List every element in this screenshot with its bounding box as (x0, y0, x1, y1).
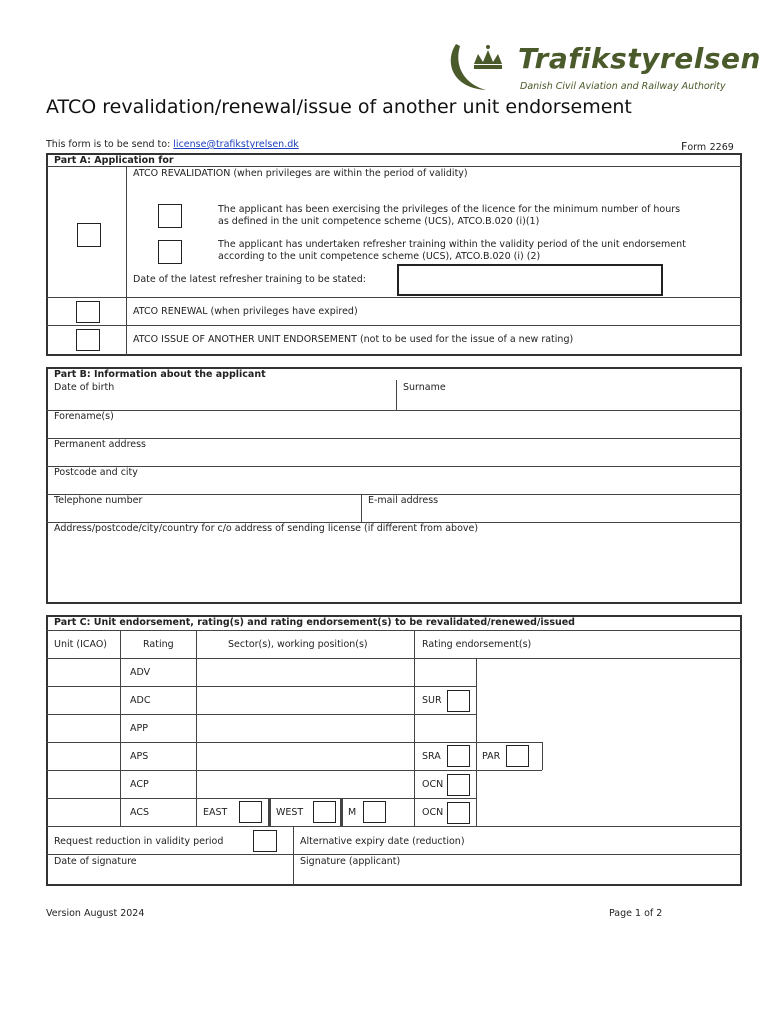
rating-adc: ADC (130, 695, 151, 706)
col-rating-header: Rating (143, 639, 174, 650)
revalidation-checkbox[interactable] (77, 223, 101, 247)
request-reduction-label: Request reduction in validity period (54, 836, 224, 847)
footer-version: Version August 2024 (46, 908, 145, 919)
col-endorsement-header: Rating endorsement(s) (422, 639, 532, 650)
logo (446, 40, 761, 95)
part-a-header: Part A: Application for (54, 155, 174, 166)
phone-field[interactable]: Telephone number (54, 495, 143, 506)
dob-field[interactable]: Date of birth (54, 382, 115, 393)
sra-checkbox[interactable] (447, 745, 470, 767)
postcode-field[interactable]: Postcode and city (54, 467, 138, 478)
page-title: ATCO revalidation/renewal/issue of another unit endorsement (46, 96, 632, 118)
option-hours-line2: as defined in the unit competence scheme (UCS), ATCO.B.020 (i)(1) (218, 216, 540, 227)
part-b-section (46, 367, 742, 604)
east-label: EAST (203, 807, 228, 818)
date-signature-field[interactable]: Date of signature (54, 856, 137, 867)
crown-emblem-icon (446, 40, 521, 95)
address-field[interactable]: Permanent address (54, 439, 147, 450)
col-unit-header: Unit (ICAO) (54, 639, 108, 650)
forenames-field[interactable]: Forename(s) (54, 411, 114, 422)
rating-acs: ACS (130, 807, 149, 818)
send-to-label: This form is to be send to: (46, 139, 171, 150)
alt-expiry-field[interactable]: Alternative expiry date (reduction) (300, 836, 465, 847)
rating-acp: ACP (130, 779, 149, 790)
par-label: PAR (482, 751, 501, 762)
co-address-field[interactable]: Address/postcode/city/country for c/o address of sending license (if different from above) (54, 523, 479, 534)
part-c-header: Part C: Unit endorsement, rating(s) and rating endorsement(s) to be revalidated/renewed/issued (54, 617, 575, 628)
brand-subtitle: Danish Civil Aviation and Railway Authority (520, 81, 726, 92)
send-to-line (46, 139, 299, 150)
rating-app: APP (130, 723, 148, 734)
west-checkbox[interactable] (313, 801, 336, 823)
sur-checkbox[interactable] (447, 690, 470, 712)
email-field[interactable]: E-mail address (368, 495, 439, 506)
option-hours-line1: The applicant has been exercising the privileges of the licence for the minimum number of hours (218, 204, 681, 215)
form-number: Form 2269 (681, 140, 734, 153)
issue-label: ATCO ISSUE OF ANOTHER UNIT ENDORSEMENT (not to be used for the issue of a new rating) (133, 334, 574, 345)
refresher-date-label: Date of the latest refresher training to be stated: (133, 274, 366, 285)
renewal-checkbox[interactable] (76, 301, 100, 323)
ocn-checkbox-1[interactable] (447, 774, 470, 796)
request-reduction-checkbox[interactable] (253, 830, 277, 852)
m-checkbox[interactable] (363, 801, 386, 823)
sur-label: SUR (422, 695, 442, 706)
west-label: WEST (276, 807, 304, 818)
email-link[interactable]: license@trafikstyrelsen.dk (173, 139, 299, 150)
refresher-date-field[interactable] (397, 264, 663, 296)
ocn-label-1: OCN (422, 779, 444, 790)
m-label: M (348, 807, 357, 818)
renewal-label: ATCO RENEWAL (when privileges have expired) (133, 306, 358, 317)
footer-page: Page 1 of 2 (609, 908, 663, 919)
option-refresher-checkbox[interactable] (158, 240, 182, 264)
rating-aps: APS (130, 751, 149, 762)
col-sector-header: Sector(s), working position(s) (228, 639, 368, 650)
ocn-label-2: OCN (422, 807, 444, 818)
par-checkbox[interactable] (506, 745, 529, 767)
east-checkbox[interactable] (239, 801, 262, 823)
signature-field[interactable]: Signature (applicant) (300, 856, 401, 867)
issue-checkbox[interactable] (76, 329, 100, 351)
ocn-checkbox-2[interactable] (447, 802, 470, 824)
part-b-header: Part B: Information about the applicant (54, 369, 266, 380)
option-refresher-line2: according to the unit competence scheme (UCS), ATCO.B.020 (i) (2) (218, 251, 541, 262)
option-hours-checkbox[interactable] (158, 204, 182, 228)
revalidation-label: ATCO REVALIDATION (when privileges are within the period of validity) (133, 168, 468, 179)
sra-label: SRA (422, 751, 441, 762)
option-refresher-line1: The applicant has undertaken refresher training within the validity period of the unit endorsement (218, 239, 686, 250)
surname-field[interactable]: Surname (403, 382, 446, 393)
rating-adv: ADV (130, 667, 151, 678)
brand-name: Trafikstyrelsen (518, 42, 761, 75)
